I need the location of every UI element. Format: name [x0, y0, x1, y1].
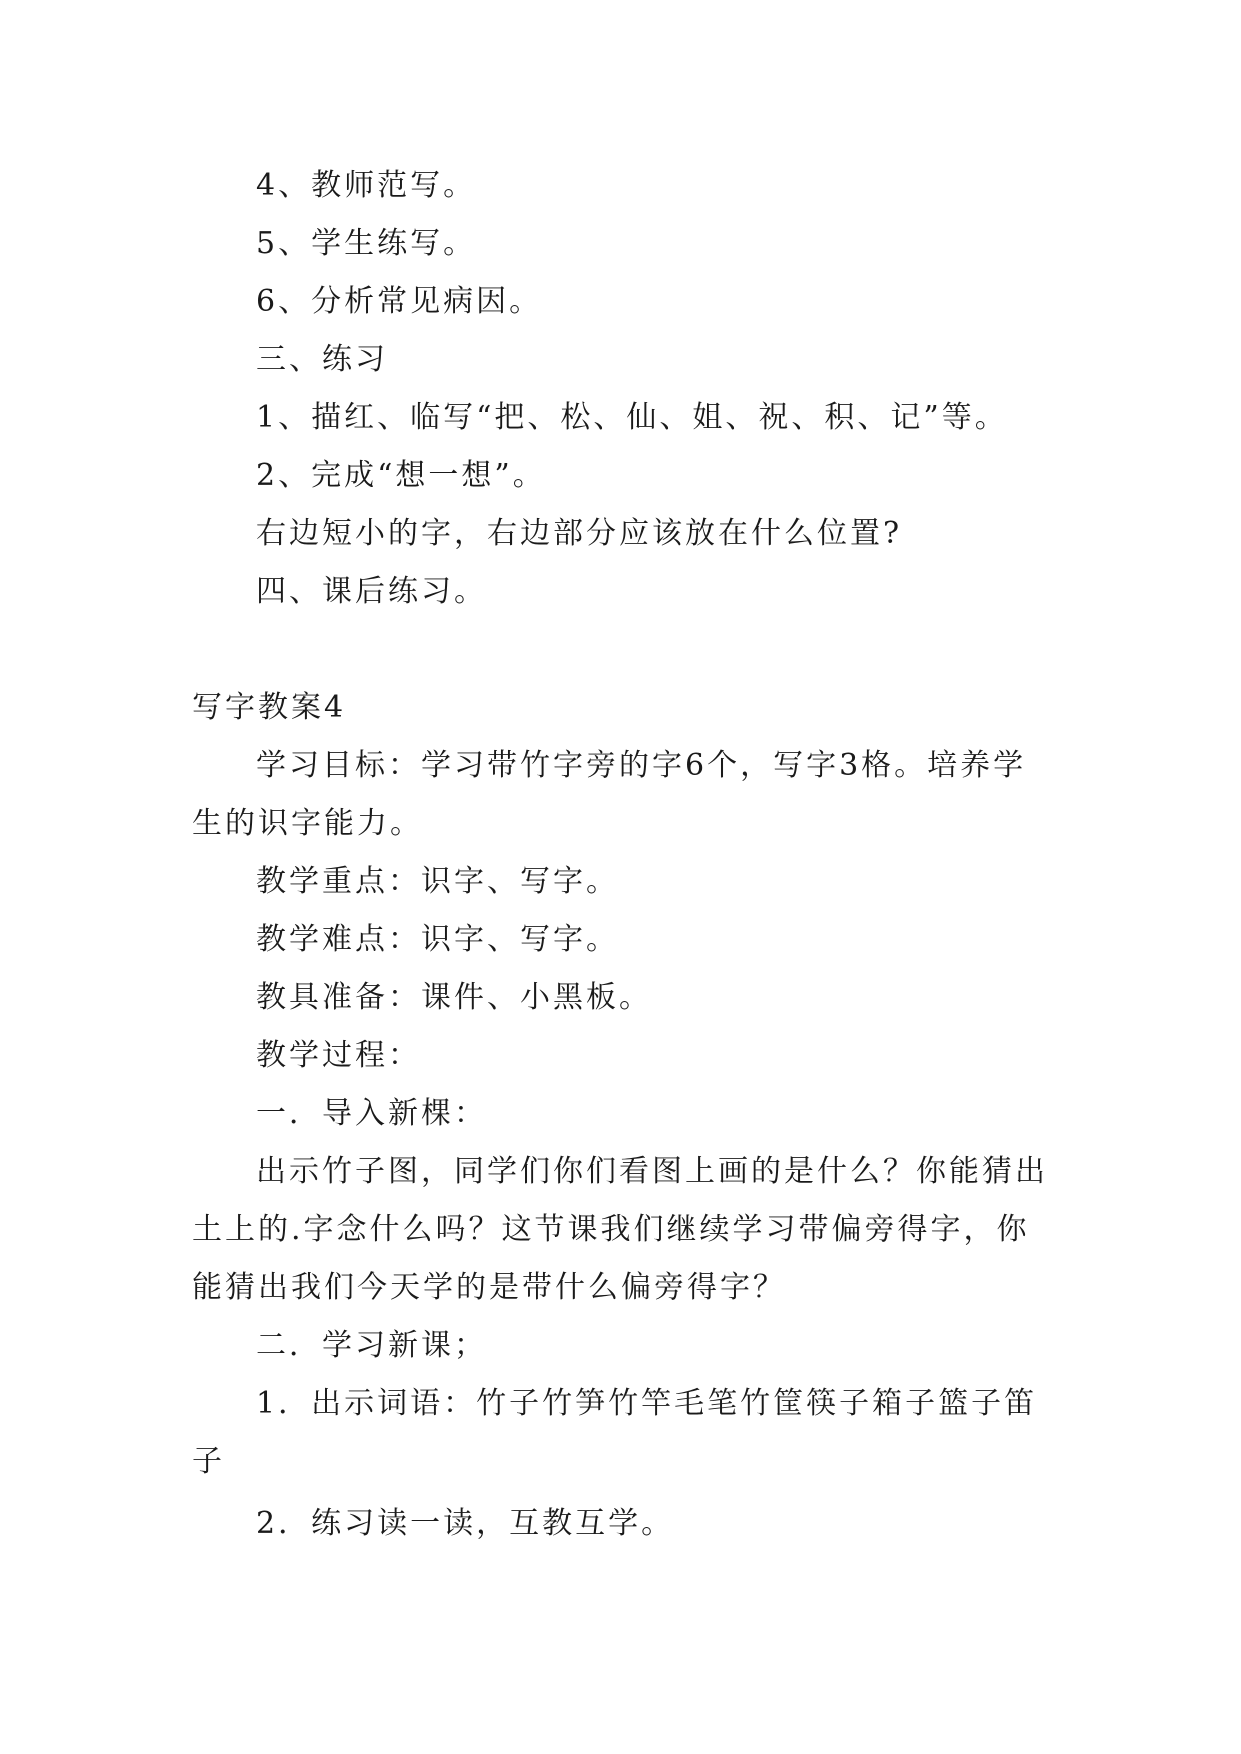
section-heading: 四、课后练习。: [256, 574, 487, 609]
paragraph-line: 土上的.字念什么吗？这节课我们继续学习带偏旁得字，你: [192, 1212, 1030, 1247]
text-line: 6、分析常见病因。: [256, 284, 543, 319]
document-title: 写字教案4: [192, 690, 347, 725]
text-line: 2、完成“想一想”。: [256, 458, 546, 493]
paragraph-line: 子: [192, 1444, 225, 1479]
paragraph-line: 学习目标：学习带竹字旁的字6个，写字3格。培养学: [256, 748, 1027, 783]
section-heading: 一．导入新棵：: [256, 1096, 487, 1131]
text-line: 1、描红、临写“把、松、仙、姐、祝、积、记”等。: [256, 400, 1008, 435]
text-line: 教具准备：课件、小黑板。: [256, 980, 652, 1015]
text-line: 右边短小的字，右边部分应该放在什么位置?: [256, 516, 903, 551]
paragraph-line: 能猜出我们今天学的是带什么偏旁得字？: [192, 1270, 786, 1305]
text-line: 教学过程：: [256, 1038, 421, 1073]
section-heading: 三、练习: [256, 342, 388, 377]
paragraph-line: 出示竹子图，同学们你们看图上画的是什么？你能猜出: [256, 1154, 1048, 1189]
text-line: 2．练习读一读，互教互学。: [256, 1506, 675, 1541]
paragraph-line: 1．出示词语：竹子竹笋竹竿毛笔竹筐筷子箱子篮子笛: [256, 1386, 1038, 1421]
section-heading: 二．学习新课；: [256, 1328, 487, 1363]
text-line: 4、教师范写。: [256, 168, 477, 203]
paragraph-line: 生的识字能力。: [192, 806, 423, 841]
text-line: 5、学生练写。: [256, 226, 477, 261]
text-line: 教学难点：识字、写字。: [256, 922, 619, 957]
text-line: 教学重点：识字、写字。: [256, 864, 619, 899]
